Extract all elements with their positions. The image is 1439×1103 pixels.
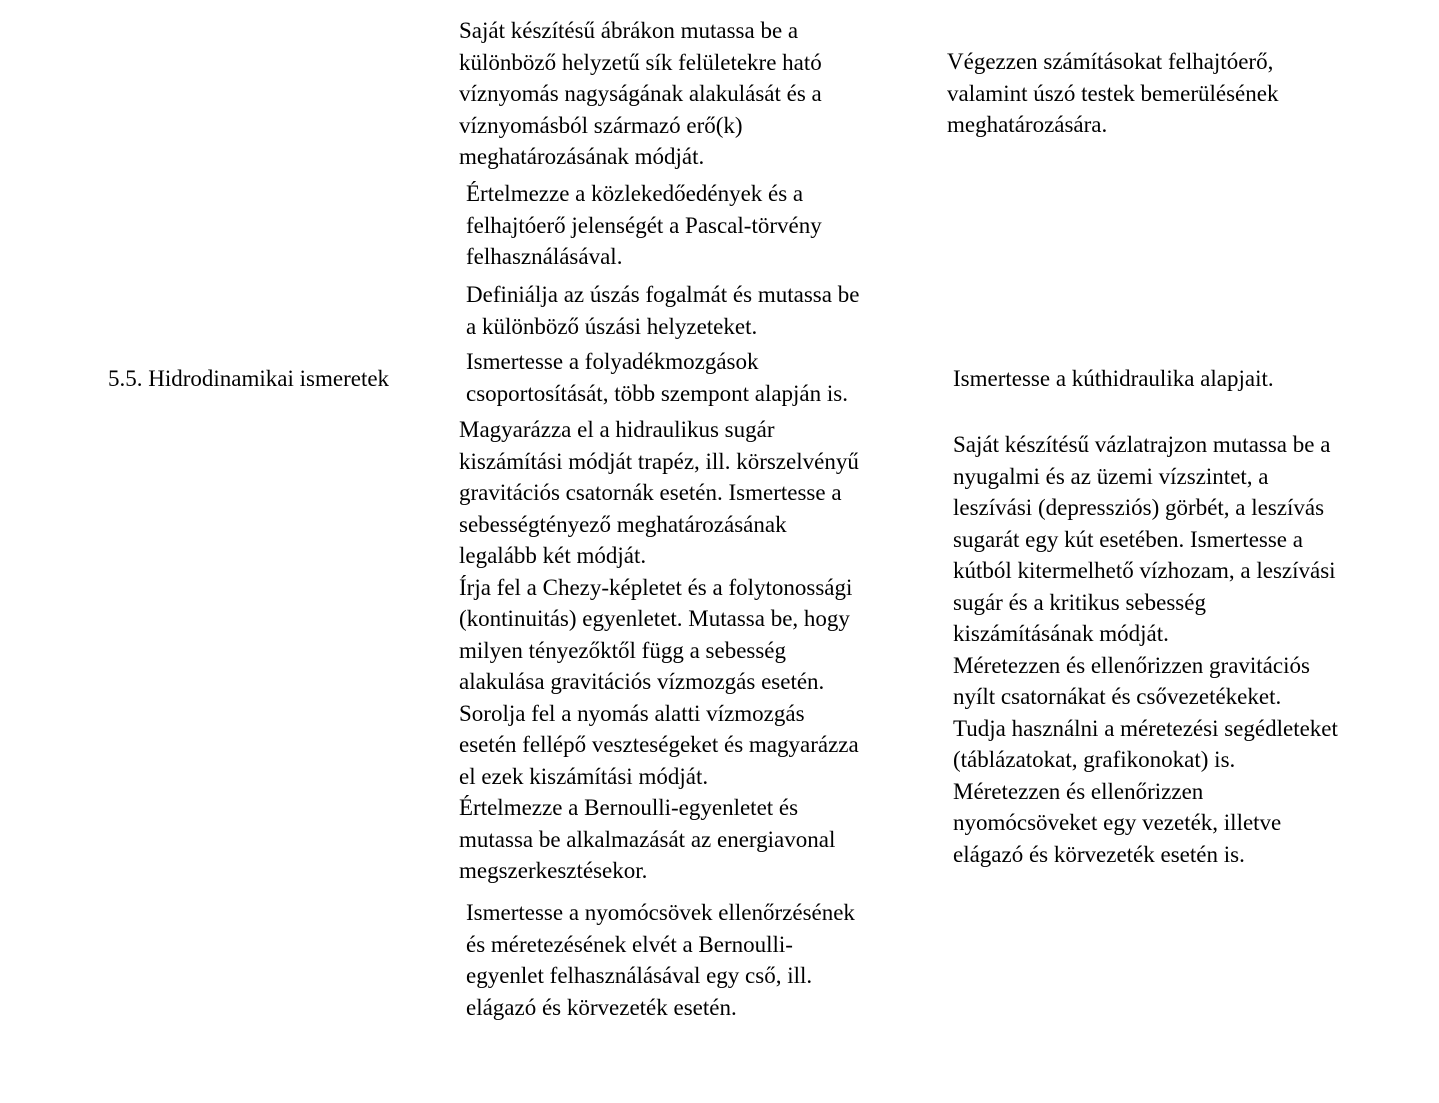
requirement-hydrostatic-pressure: Saját készítésű ábrákon mutassa be a különböző helyzetű sík felületekre ható víznyomás nagyságának alakulását és a víznyomásból származó erő(k) meghatározásának módját. xyxy=(459,18,822,169)
requirement-pressure-pipes: Ismertesse a nyomócsövek ellenőrzésének és méretezésének elvét a Bernoulli- egyenlet felhasználásával egy cső, ill. elágazó és körvezeték esetén. xyxy=(466,900,855,1020)
requirement-hydraulic-calculations: Magyarázza el a hidraulikus sugár kiszámítási módját trapéz, ill. körszelvényű gravitációs csatornák esetén. Ismertesse a sebességtényező meghatározásának legalább két módját. Írja fel a Chezy-képletet és a folytonossági (kontinuitás) egyenletet. Mutassa be, hogy milyen tényezőktől függ a sebesség alakulása gravitációs vízmozgás esetén. Sorolja fel a nyomás alatti vízmozgás esetén fellépő veszteségeket és magyarázza el ezek kiszámítási módját. Értelmezze a Bernoulli-egyenletet és mutassa be alkalmazását az energiavonal megszerkesztésekor. xyxy=(459,417,859,883)
requirement-well-sketch-and-design: Saját készítésű vázlatrajzon mutassa be a nyugalmi és az üzemi vízszintet, a leszívási (depressziós) görbét, a leszívás sugarát egy kút esetében. Ismertesse a kútból kitermelhető vízhozam, a leszívási sugár és a kritikus sebesség kiszámításának módját. Méretezzen és ellenőrizzen gravitációs nyílt csatornákat és csővezetékeket. Tudja használni a méretezési segédleteket (táblázatokat, grafikonokat) is. Méretezzen és ellenőrizzen nyomócsöveket egy vezeték, illetve elágazó és körvezeték esetén is. xyxy=(953,432,1338,867)
topic-label: 5.5. Hidrodinamikai ismeretek xyxy=(108,366,390,391)
requirement-communicating-vessels: Értelmezze a közlekedőedények és a felhajtóerő jelenségét a Pascal-törvény felhasználásával. xyxy=(466,181,822,269)
requirement-buoyancy-calculations: Végezzen számításokat felhajtóerő, valamint úszó testek bemerülésének meghatározására. xyxy=(947,49,1279,137)
requirement-fluid-motion-classification: Ismertesse a folyadékmozgások csoportosítását, több szempont alapján is. xyxy=(466,349,848,406)
requirement-well-hydraulics: Ismertesse a kúthidraulika alapjait. xyxy=(953,366,1274,391)
requirement-floating: Definiálja az úszás fogalmát és mutassa be a különböző úszási helyzeteket. xyxy=(466,282,860,339)
